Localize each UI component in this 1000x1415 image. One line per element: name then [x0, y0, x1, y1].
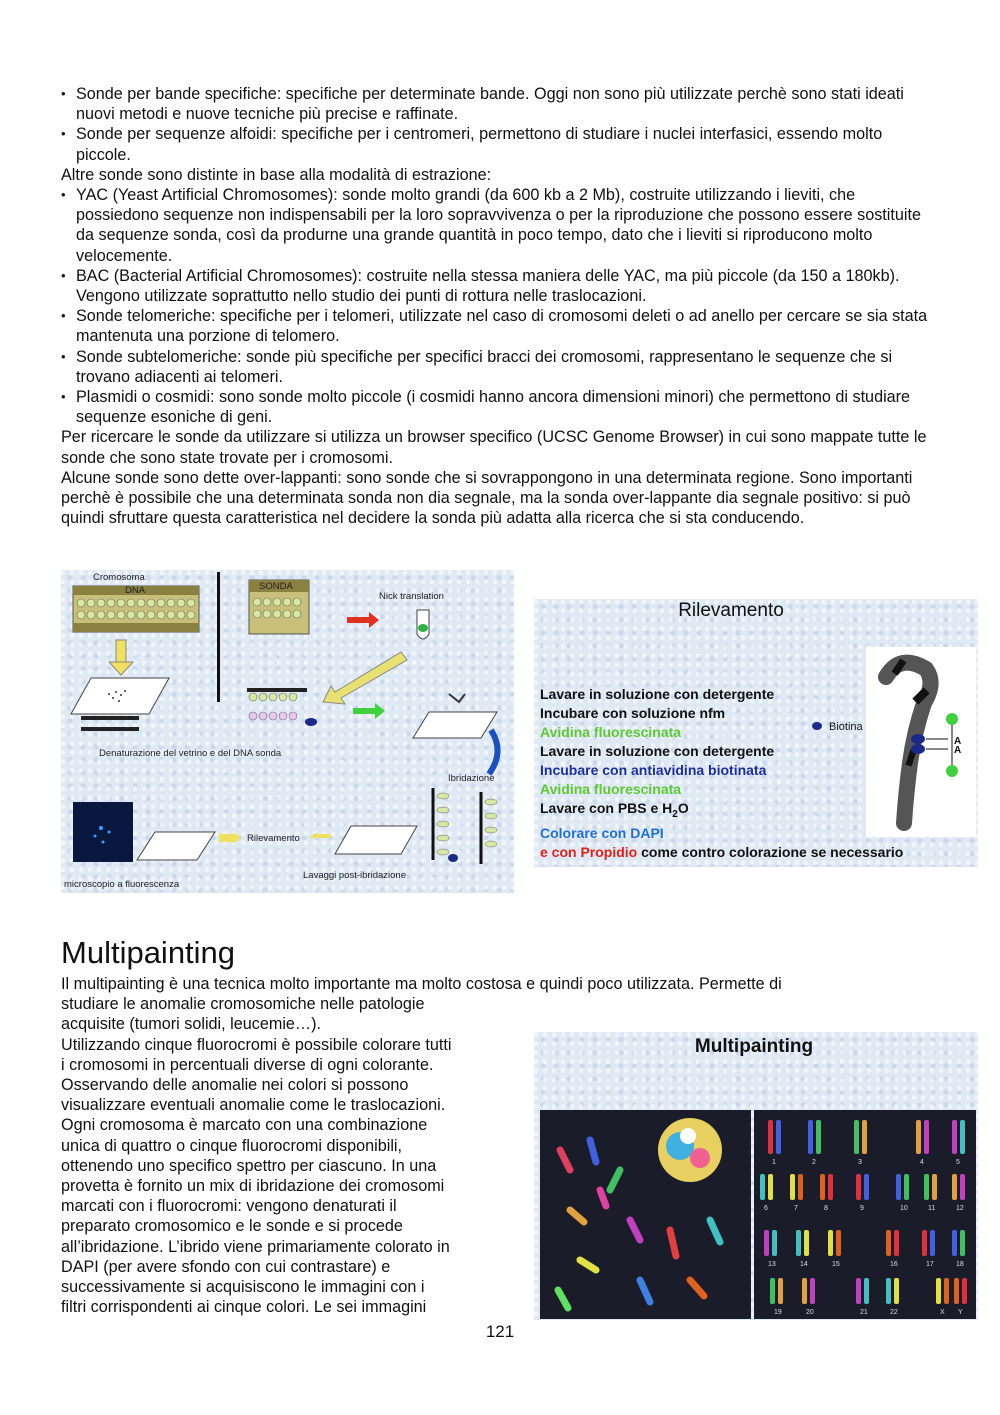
- text-line: Il multipainting è una tecnica molto importante ma molto costosa e quindi poco utilizzata. Permette di: [61, 975, 782, 993]
- karyotype-chromosome: [856, 1174, 861, 1200]
- karyotype-label: 18: [956, 1261, 964, 1268]
- karyotype-chromosome: [886, 1278, 891, 1304]
- karyotype-label: Y: [958, 1309, 963, 1316]
- karyotype-label: 12: [956, 1205, 964, 1212]
- label-dna: DNA: [125, 585, 146, 596]
- karyotype-chromosome: [930, 1230, 935, 1256]
- rilevamento-step: Lavare in soluzione con detergente: [540, 686, 775, 702]
- karyotype-label: 22: [890, 1309, 898, 1316]
- rilevamento-step: Incubare con antiavidina biotinata: [540, 762, 767, 778]
- label-cromosoma: Cromosoma: [93, 572, 145, 583]
- karyotype-chromosome: [904, 1174, 909, 1200]
- karyotype-label: 20: [806, 1309, 814, 1316]
- text-line: successivamente si acquisiscono le immagini con i: [61, 1278, 425, 1297]
- metaphase-graphics: [540, 1110, 751, 1319]
- bullet-item: • Sonde per bande specifiche: specifiche per determinate bande. Oggi non sono più utilizzate perchè sono stati ideati nuovi metodi e nuove tecniche più precise e raffinate.: [61, 84, 941, 124]
- karyotype-label: 9: [860, 1205, 864, 1212]
- karyotype-chromosome: [776, 1120, 781, 1154]
- rilevamento-step: Incubare con soluzione nfm: [540, 705, 726, 721]
- rilevamento-step: Lavare in soluzione con detergente: [540, 743, 775, 759]
- karyotype-label: X: [940, 1309, 945, 1316]
- karyotype-graphics: [754, 1110, 976, 1319]
- text-line: DAPI (per avere sfondo con cui contrastare) e: [61, 1257, 391, 1276]
- karyotype-label: 6: [764, 1205, 768, 1212]
- karyotype-label: 14: [800, 1261, 808, 1268]
- karyotype-chromosome: [828, 1230, 833, 1256]
- paragraph: Altre sonde sono distinte in base alla modalità di estrazione:: [61, 165, 492, 184]
- karyotype-chromosome: [796, 1230, 801, 1256]
- text-line: provetta è fornito un mix di ibridazione dei cromosomi: [61, 1177, 445, 1196]
- karyotype-chromosome: [864, 1174, 869, 1200]
- karyotype-chromosome: [954, 1278, 959, 1304]
- text-line: Osservando delle anomalie nei colori si possono: [61, 1076, 409, 1095]
- karyotype-chromosome: [836, 1230, 841, 1256]
- karyotype-label: 5: [956, 1159, 960, 1166]
- karyotype-chromosome: [894, 1230, 899, 1256]
- text-line: marcati con i fluorocromi: vengono denaturati il: [61, 1197, 397, 1216]
- karyotype-chromosome: [960, 1120, 965, 1154]
- text-line: filtri corrispondenti ai cinque colori. Le sei immagini: [61, 1298, 427, 1317]
- karyotype-chromosome: [854, 1120, 859, 1154]
- karyotype-chromosome: [820, 1174, 825, 1200]
- karyotype-chromosome: [952, 1230, 957, 1256]
- karyotype-label: 7: [794, 1205, 798, 1212]
- karyotype-chromosome: [764, 1230, 769, 1256]
- paragraph: Alcune sonde sono dette over-lappanti: sono sonde che si sovrappongono in una determinata regione. Sono importanti perchè è possibile che una determinata sonda non dia segnale, ma la sonda over-lappante dia segnale positivo: si può quindi sfruttare questa caratteristica nel decidere la sonda più adatta alla ricerca che si sta conducendo.: [61, 468, 913, 528]
- label-denaturazione: Denaturazione del vetrino e del DNA sonda: [99, 748, 282, 759]
- text-line: Utilizzando cinque fluorocromi è possibile colorare tutti: [61, 1035, 452, 1054]
- karyotype-chromosome: [922, 1230, 927, 1256]
- karyotype-label: 13: [768, 1261, 776, 1268]
- label-a1: A: [954, 736, 962, 747]
- intro-text: [61, 84, 941, 528]
- karyotype-label: 15: [832, 1261, 840, 1268]
- text-line: ottenendo uno specifico spettro per ciascuno. In una: [61, 1156, 437, 1175]
- karyotype-chromosome: [816, 1120, 821, 1154]
- karyotype-chromosome: [894, 1278, 899, 1304]
- text-line: i cromosomi in percentuali diverse di ogni colorante.: [61, 1055, 434, 1074]
- karyotype-chromosome: [856, 1278, 861, 1304]
- karyotype-chromosome: [828, 1174, 833, 1200]
- karyotype-label: 10: [900, 1205, 908, 1212]
- bullet-item: • Sonde telomeriche: specifiche per i telomeri, utilizzate nel caso di cromosomi deleti o ad anello per cercare se sia stata mantenuta una porzione di telomero.: [61, 306, 941, 346]
- text-line: acquisite (tumori solidi, leucemie…).: [61, 1015, 321, 1034]
- karyotype-chromosome: [886, 1230, 891, 1256]
- karyotype-chromosome: [960, 1174, 965, 1200]
- bullet-item: • BAC (Bacterial Artificial Chromosomes): costruite nella stessa maniera delle YAC, ma più piccole (da 150 a 180kb). Vengono utilizzate soprattutto nello studio dei punti di rottura nelle traslocazioni.: [61, 266, 941, 306]
- step-pbs: Lavare con PBS e $H_2O$: [540, 800, 689, 820]
- karyotype-chromosome: [802, 1278, 807, 1304]
- rilevamento-step: Avidina fluorescinata: [540, 724, 682, 740]
- karyotype-chromosome: [952, 1120, 957, 1154]
- label-lavaggi: Lavaggi post-ibridazione: [303, 870, 406, 881]
- karyotype-label: 3: [858, 1159, 862, 1166]
- karyotype-chromosome: [952, 1174, 957, 1200]
- label-a2: A: [954, 745, 962, 756]
- karyotype-chromosome: [768, 1174, 773, 1200]
- page-number: 121: [485, 1322, 515, 1341]
- karyotype-label: 1: [772, 1159, 776, 1166]
- karyotype-chromosome: [760, 1174, 765, 1200]
- bullet-item: • Sonde per sequenze alfoidi: specifiche per i centromeri, permettono di studiare i nuclei interfasici, essendo molto piccole.: [61, 124, 941, 164]
- karyotype-chromosome: [924, 1120, 929, 1154]
- label-microscopio: microscopio a fluorescenza: [64, 879, 180, 890]
- multipainting-figure: [534, 1032, 978, 1320]
- label-biotina: Biotina: [829, 721, 863, 733]
- label-ibridazione: Ibridazione: [448, 773, 495, 784]
- karyotype-chromosome: [804, 1230, 809, 1256]
- step-propidio: e con Propidio come contro colorazione se necessario: [540, 843, 904, 860]
- fish-diagram-graphics: [61, 570, 514, 893]
- bullet-item: • YAC (Yeast Artificial Chromosomes): sonde molto grandi (da 600 kb a 2 Mb), costruite utilizzando i lieviti, che possiedono sequenze non indispensabili per la loro sopravvivenza o per la riproduzione che possono essere sostituite da sequenze sonda, così da produrne una grande quantità in poco tempo, dato che i lieviti si riproducono molto velocemente.: [61, 185, 941, 266]
- text-line: unica di quattro o cinque fluorocromi disponibili,: [61, 1136, 403, 1155]
- karyotype-chromosome: [962, 1278, 967, 1304]
- metaphase-image: [540, 1110, 751, 1319]
- paragraph: Per ricercare le sonde da utilizzare si utilizza un browser specifico (UCSC Genome Browser) in cui sono mappate tutte le sonde che sono state trovate per i cromosomi.: [61, 428, 927, 467]
- karyotype-chromosome: [932, 1174, 937, 1200]
- karyotype-chromosome: [810, 1278, 815, 1304]
- label-nick-translation: Nick translation: [379, 591, 444, 602]
- bullet-item: • Sonde subtelomeriche: sonde più specifiche per specifici bracci dei cromosomi, rappresentano le sequenze che si trovano adiacenti ai telomeri.: [61, 347, 941, 387]
- karyotype-label: 21: [860, 1309, 868, 1316]
- karyotype-label: 19: [774, 1309, 782, 1316]
- karyotype-chromosome: [864, 1278, 869, 1304]
- step-dapi: Colorare con DAPI: [540, 824, 664, 841]
- label-rilevamento: Rilevamento: [247, 833, 300, 844]
- karyotype-label: 4: [920, 1159, 924, 1166]
- karyotype-image: [754, 1110, 976, 1319]
- text-line: preparato cromosomico e le sonde e si procede: [61, 1217, 403, 1236]
- karyotype-chromosome: [768, 1120, 773, 1154]
- karyotype-chromosome: [944, 1278, 949, 1304]
- karyotype-chromosome: [808, 1120, 813, 1154]
- karyotype-chromosome: [916, 1120, 921, 1154]
- multipainting-figure-title: Multipainting: [694, 1036, 814, 1057]
- karyotype-chromosome: [936, 1278, 941, 1304]
- text-line: Ogni cromosoma è marcato con una combinazione: [61, 1116, 428, 1135]
- bullet-item: • Plasmidi o cosmidi: sono sonde molto piccole (i cosmidi hanno ancora dimensioni minori) che permettono di studiare sequenze esoniche di geni.: [61, 387, 941, 427]
- label-sonda: SONDA: [259, 581, 293, 592]
- karyotype-label: 17: [926, 1261, 934, 1268]
- text-line: studiare le anomalie cromosomiche nelle patologie: [61, 995, 425, 1014]
- karyotype-chromosome: [896, 1174, 901, 1200]
- karyotype-chromosome: [770, 1278, 775, 1304]
- karyotype-chromosome: [778, 1278, 783, 1304]
- karyotype-label: 11: [928, 1205, 936, 1212]
- karyotype-chromosome: [772, 1230, 777, 1256]
- rilevamento-title: Rilevamento: [678, 600, 784, 621]
- rilevamento-panel: [534, 599, 978, 867]
- rilevamento-steps: [540, 685, 903, 862]
- rilevamento-step: Avidina fluorescinata: [540, 781, 682, 797]
- text-line: visualizzare eventuali anomalie come le traslocazioni.: [61, 1096, 446, 1115]
- karyotype-chromosome: [924, 1174, 929, 1200]
- karyotype-chromosome: [798, 1174, 803, 1200]
- fish-diagram: [61, 570, 514, 893]
- text-line: all’ibridazione. L’ibrido viene primariamente colorato in: [61, 1237, 450, 1256]
- karyotype-chromosome: [960, 1230, 965, 1256]
- karyotype-label: 16: [890, 1261, 898, 1268]
- karyotype-label: 2: [812, 1159, 816, 1166]
- section-heading: Multipainting: [61, 935, 236, 970]
- karyotype-chromosome: [790, 1174, 795, 1200]
- karyotype-chromosome: [862, 1120, 867, 1154]
- karyotype-label: 8: [824, 1205, 828, 1212]
